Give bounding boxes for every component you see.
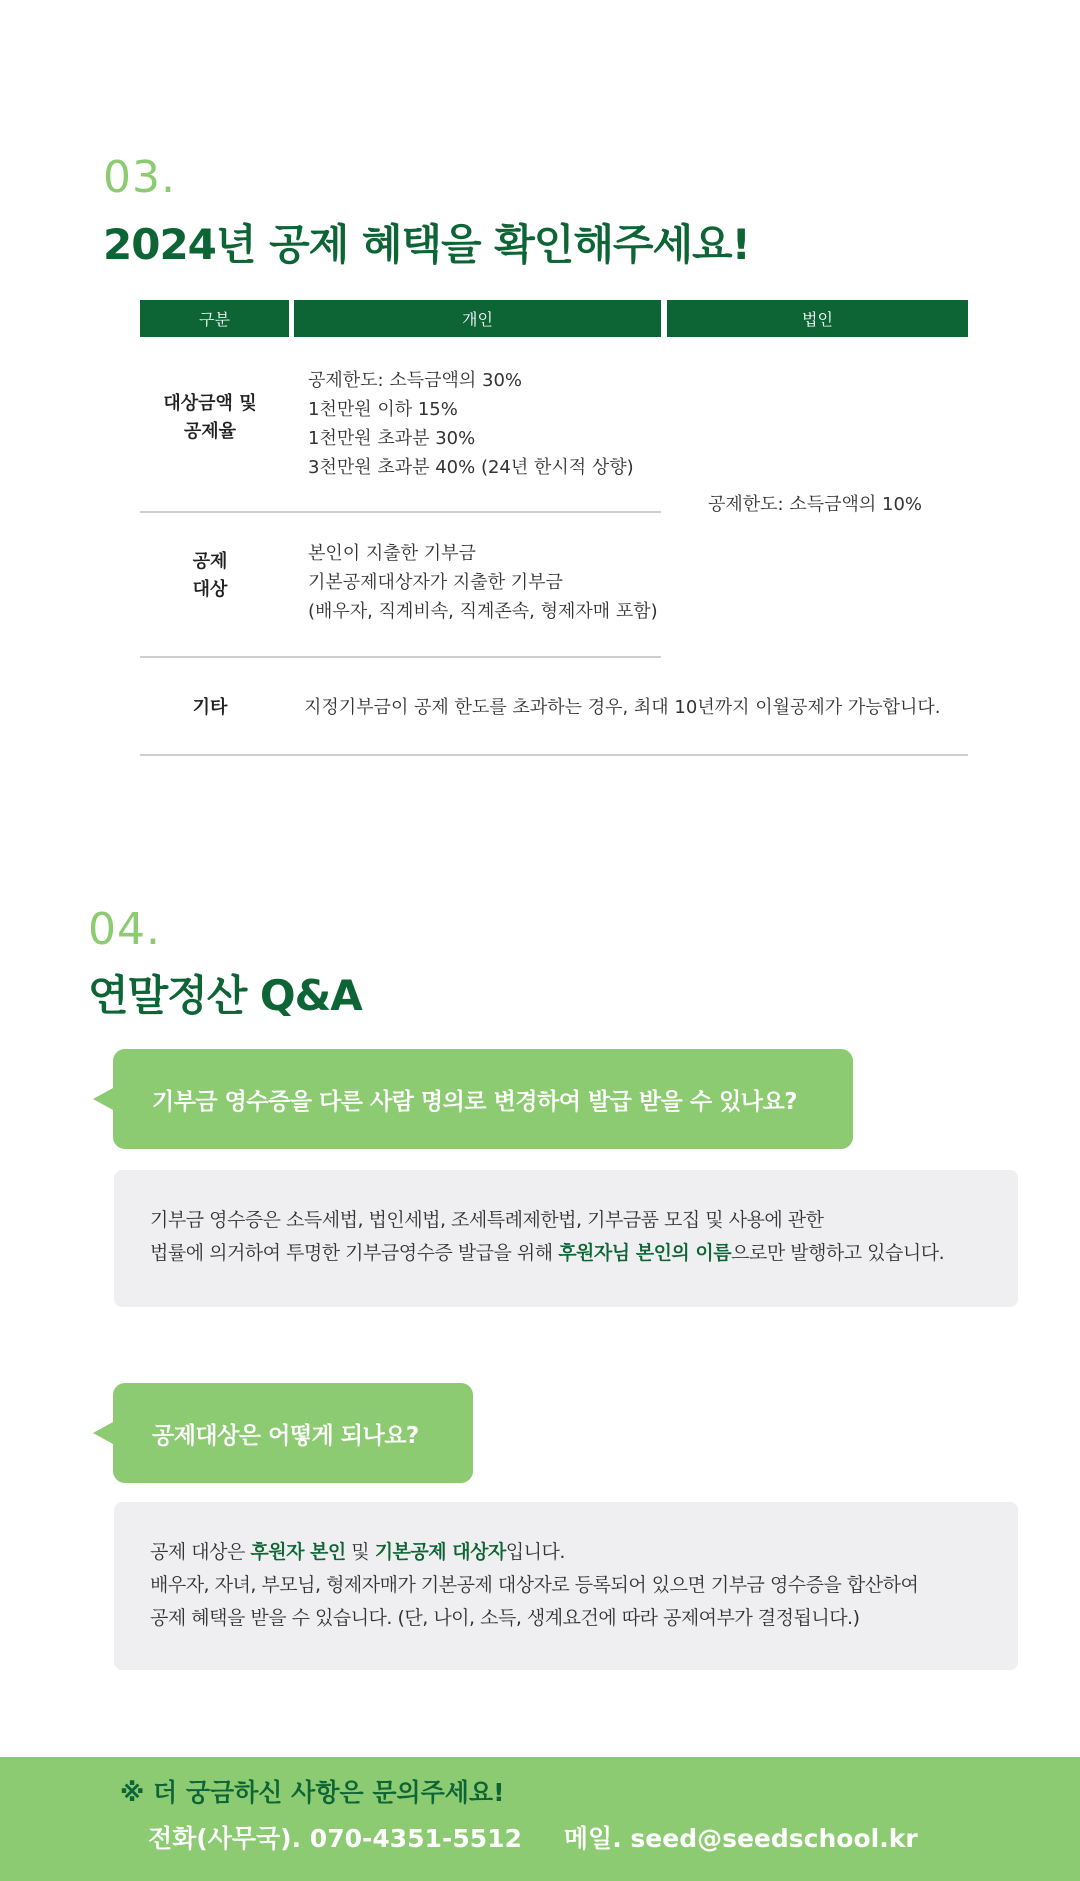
answer-highlight: 후원자 본인 [250, 1541, 346, 1563]
section-4-title: 연말정산 Q&A [88, 971, 362, 1020]
row-label-line: 기타 [192, 697, 228, 718]
row-divider [140, 754, 968, 756]
row-text-other [304, 693, 941, 722]
answer-line: 기부금 영수증은 소득세법, 법인세법, 조세특례제한법, 기부금품 모집 및 사용에 관한 [150, 1209, 824, 1231]
row-text-line: (배우자, 직계비속, 직계존속, 형제자매 포함) [308, 601, 658, 622]
email-contact[interactable]: 메일. seed@seedschool.kr [563, 1824, 918, 1853]
answer-text: 법률에 의거하여 투명한 기부금영수증 발급을 위해 [150, 1242, 559, 1264]
row-label-deduction-target [140, 548, 280, 604]
answer-text: 으로만 발행하고 있습니다. [731, 1242, 945, 1264]
contact-footer [0, 1757, 1080, 1881]
answer-line [150, 1536, 1018, 1569]
row-text-line: 3천만원 초과분 40% (24년 한시적 상향) [308, 457, 634, 478]
row-text-line: 1천만원 이하 15% [308, 399, 458, 420]
row-label-amount-rate [140, 390, 280, 446]
row-label-line: 대상 [192, 579, 228, 600]
section-3-title: 2024년 공제 혜택을 확인해주세요! [103, 220, 750, 269]
answer-box-2 [114, 1502, 1018, 1670]
phone-contact[interactable]: 전화(사무국). 070-4351-5512 [148, 1824, 522, 1853]
answer-line [150, 1237, 1018, 1270]
row-text-deduction-target [308, 539, 658, 626]
row-divider [140, 656, 661, 658]
table-header-category: 구분 [140, 300, 289, 337]
answer-text: 공제 대상은 [150, 1541, 251, 1563]
table-header-corporate: 법인 [667, 300, 968, 337]
table-header-individual: 개인 [294, 300, 661, 337]
footer-contact [148, 1819, 960, 1855]
section-4-number: 04. [88, 904, 161, 955]
answer-text: 및 [345, 1541, 375, 1563]
row-text-line: 1천만원 초과분 30% [308, 428, 476, 449]
answer-highlight: 후원자님 본인의 이름 [558, 1242, 732, 1264]
answer-line: 공제 혜택을 받을 수 있습니다. (단, 나이, 소득, 생계요건에 따라 공제여부가 결정됩니다.) [150, 1607, 860, 1629]
question-text: 공제대상은 어떻게 되나요? [152, 1422, 419, 1449]
row-text-line: 본인이 지출한 기부금 [308, 543, 476, 564]
section-3-number: 03. [103, 152, 176, 203]
footer-title: ※ 더 궁금하신 사항은 문의주세요! [120, 1778, 505, 1807]
row-label-line: 공제율 [183, 421, 237, 442]
row-text-line: 공제한도: 소득금액의 30% [308, 370, 523, 391]
row-label-other [140, 694, 280, 722]
corporate-deduction-text: 공제한도: 소득금액의 10% [708, 494, 923, 515]
question-bubble-2 [113, 1383, 473, 1483]
row-label-line: 대상금액 및 [163, 393, 257, 414]
row-text-amount-rate [308, 366, 634, 482]
question-text: 기부금 영수증을 다른 사람 명의로 변경하여 발급 받을 수 있나요? [152, 1088, 798, 1115]
row-label-line: 공제 [192, 551, 228, 572]
answer-highlight: 기본공제 대상자 [374, 1541, 506, 1563]
question-bubble-1 [113, 1049, 853, 1149]
answer-text: 입니다. [505, 1541, 565, 1563]
row-divider [140, 511, 661, 513]
row-text-line: 지정기부금이 공제 한도를 초과하는 경우, 최대 10년까지 이월공제가 가능합니다. [304, 697, 941, 718]
row-text-line: 기본공제대상자가 지출한 기부금 [308, 572, 563, 593]
answer-line: 배우자, 자녀, 부모님, 형제자매가 기본공제 대상자로 등록되어 있으면 기부금 영수증을 합산하여 [150, 1574, 919, 1596]
answer-box-1 [114, 1170, 1018, 1307]
